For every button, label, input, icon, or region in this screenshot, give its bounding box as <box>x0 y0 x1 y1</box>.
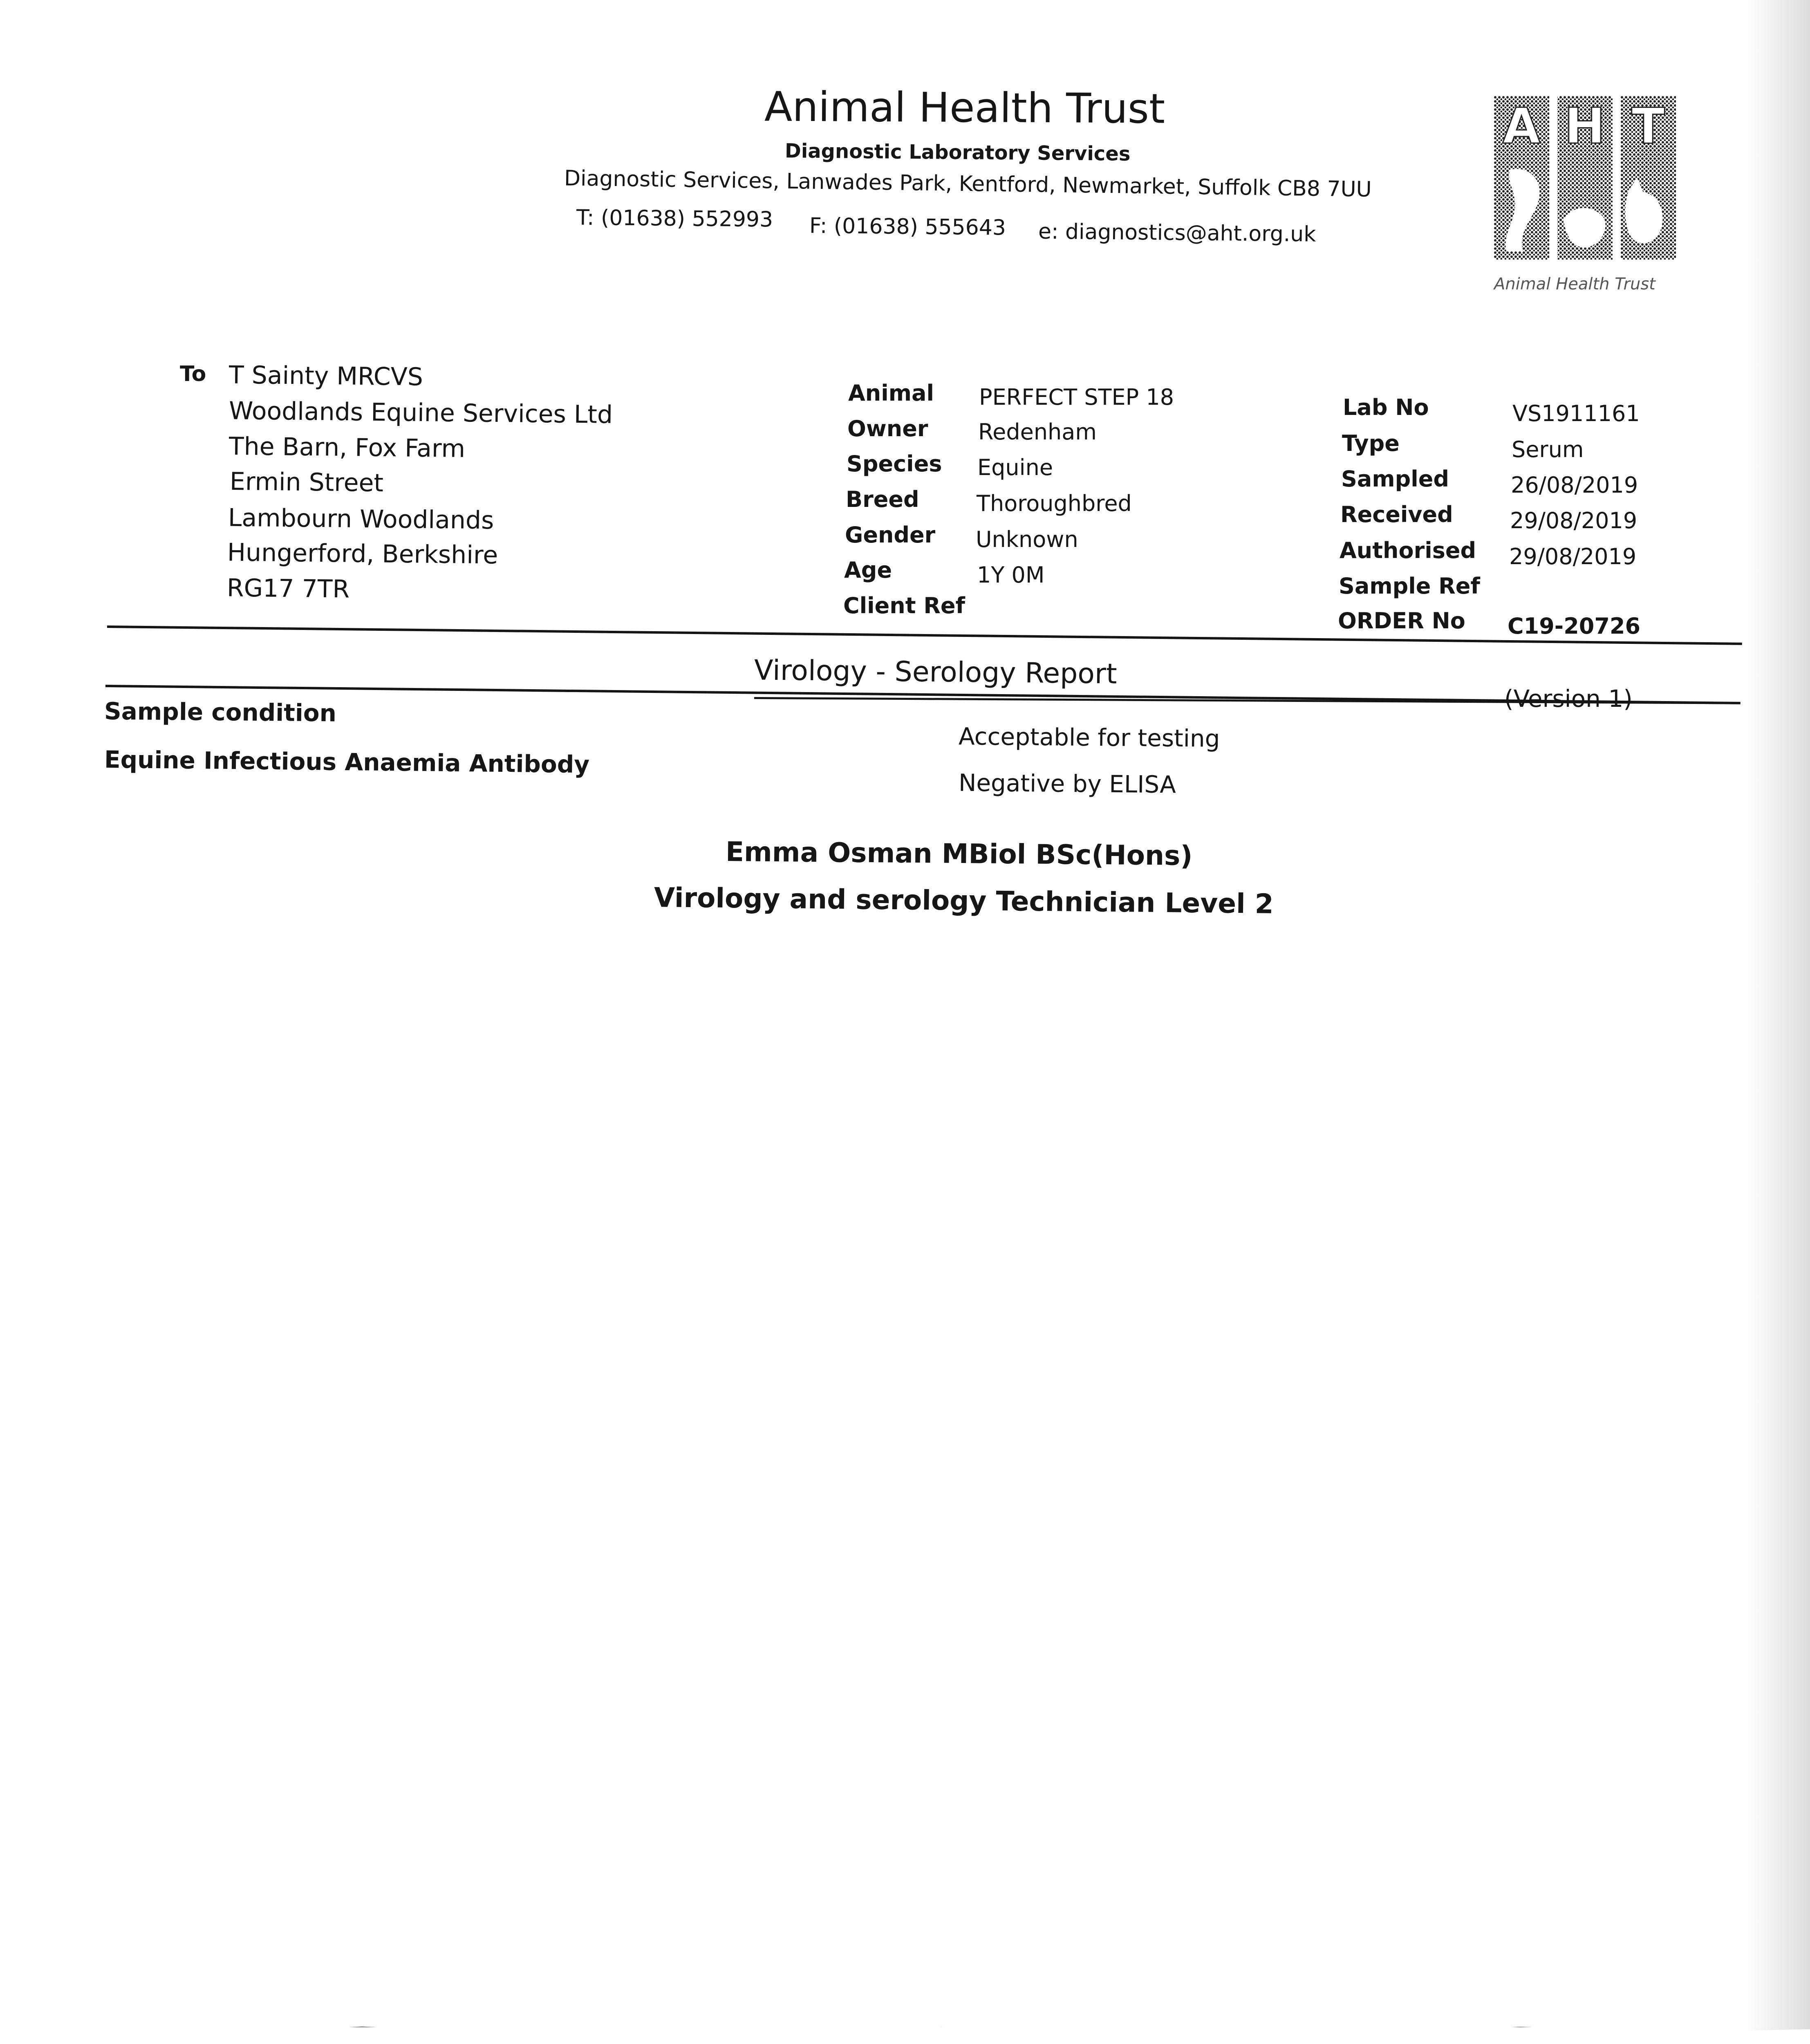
recipient-line: Ermin Street <box>229 467 384 498</box>
organization-email: e: diagnostics@aht.org.uk <box>1038 219 1316 247</box>
recipient-line: Lambourn Woodlands <box>228 503 494 535</box>
recipient-line: Hungerford, Berkshire <box>227 538 498 570</box>
logo-caption: Animal Health Trust <box>1494 275 1655 294</box>
report-version: (Version 1) <box>1504 685 1633 713</box>
result-value: Acceptable for testing <box>958 722 1220 753</box>
animal-info-value: 1Y 0M <box>977 562 1045 588</box>
header-divider <box>107 625 1742 645</box>
logo-letter-a: A <box>1502 98 1541 155</box>
organization-fax: F: (01638) 555643 <box>809 213 1006 240</box>
animal-info-label: Client Ref <box>843 593 965 619</box>
lab-info-value: 29/08/2019 <box>1510 508 1638 533</box>
animal-info-label: Age <box>844 557 892 583</box>
animal-info-value: Unknown <box>976 527 1078 552</box>
to-label: To <box>180 362 206 386</box>
recipient-line: Woodlands Equine Services Ltd <box>228 397 613 429</box>
organization-subtitle: Diagnostic Laboratory Services <box>784 139 1131 166</box>
recipient-line: RG17 7TR <box>226 574 350 604</box>
report-title: Virology - Serology Report <box>754 654 1118 690</box>
lab-info-label: ORDER No <box>1338 608 1465 634</box>
animal-info-label: Animal <box>848 380 934 406</box>
organization-phone: T: (01638) 552993 <box>576 205 773 232</box>
animal-info-label: Species <box>847 451 942 477</box>
animal-info-value: Thoroughbred <box>977 491 1132 516</box>
lab-info-value: Serum <box>1512 437 1584 462</box>
result-label: Equine Infectious Anaemia Antibody <box>104 745 590 779</box>
lab-info-label: Authorised <box>1340 538 1476 563</box>
animal-info-label: Breed <box>846 486 919 512</box>
recipient-line: T Sainty MRCVS <box>228 361 423 392</box>
lab-info-label: Sample Ref <box>1339 573 1480 599</box>
result-value: Negative by ELISA <box>958 769 1176 799</box>
animal-info-value: PERFECT STEP 18 <box>979 384 1174 410</box>
recipient-line: The Barn, Fox Farm <box>228 432 466 464</box>
scan-edge-shadow <box>1745 0 1810 2044</box>
logo-letter-t: T <box>1631 98 1665 155</box>
organization-address: Diagnostic Services, Lanwades Park, Kentford, Newmarket, Suffolk CB8 7UU <box>564 166 1372 202</box>
lab-info-label: Type <box>1342 430 1400 456</box>
animal-info-value: Redenham <box>978 419 1097 445</box>
logo-letter-h: H <box>1564 98 1606 155</box>
lab-info-label: Lab No <box>1343 394 1429 420</box>
animal-info-label: Owner <box>847 416 928 442</box>
animal-info-value: Equine <box>977 455 1053 480</box>
lab-info-value: 26/08/2019 <box>1511 472 1638 498</box>
signatory-name: Emma Osman MBiol BSc(Hons) <box>725 836 1193 872</box>
lab-info-label: Sampled <box>1341 466 1449 492</box>
organization-name: Animal Health Trust <box>764 83 1165 133</box>
animal-info-label: Gender <box>845 522 936 548</box>
order-number-value: C19-20726 <box>1508 613 1641 639</box>
aht-logo <box>1494 96 1678 260</box>
lab-info-label: Received <box>1340 502 1453 527</box>
torn-paper-edge <box>0 2026 1810 2044</box>
signatory-title: Virology and serology Technician Level 2 <box>654 882 1274 920</box>
lab-info-value: 29/08/2019 <box>1509 544 1637 569</box>
result-label: Sample condition <box>104 697 337 727</box>
lab-info-value: VS1911161 <box>1512 401 1640 426</box>
